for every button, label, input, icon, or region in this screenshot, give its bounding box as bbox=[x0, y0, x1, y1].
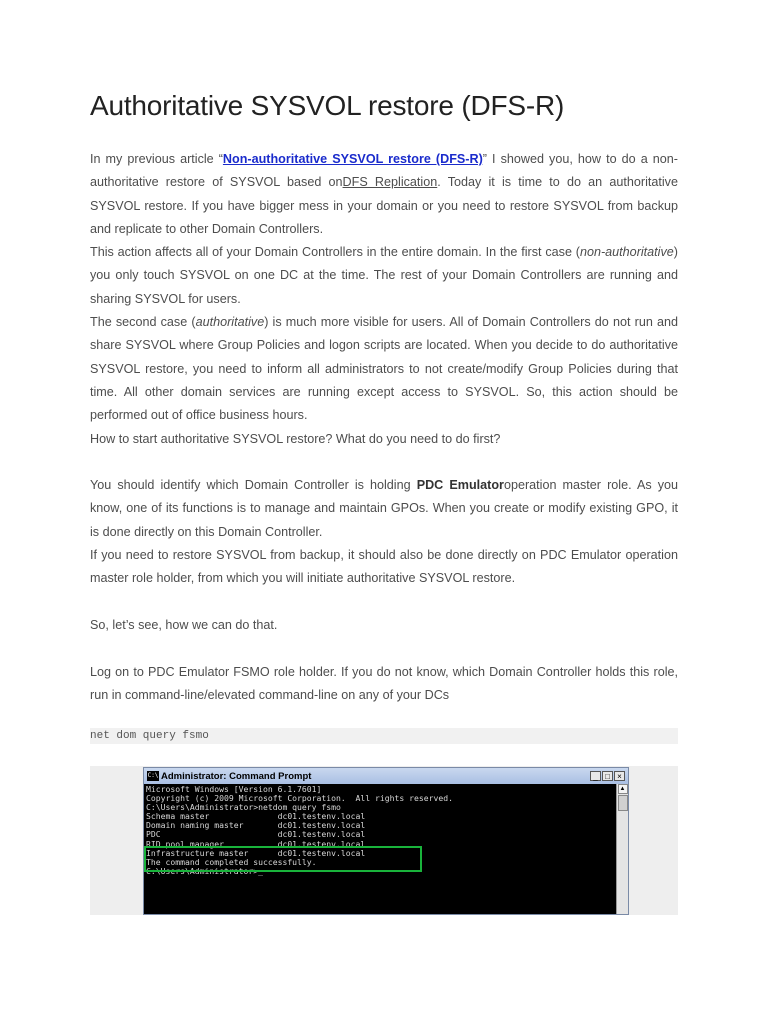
paragraph-intro bbox=[90, 148, 678, 241]
spacer bbox=[90, 451, 678, 474]
non-authoritative-article-link[interactable]: Non-authoritative SYSVOL restore (DFS-R) bbox=[222, 152, 483, 166]
spacer bbox=[90, 591, 678, 614]
window-title-bar bbox=[144, 768, 628, 784]
paragraph-first-case bbox=[90, 241, 678, 311]
cmd-icon: C:\ bbox=[147, 772, 159, 779]
console-line: Domain naming master dc01.testenv.local bbox=[146, 820, 366, 831]
window-controls bbox=[590, 771, 625, 781]
article-body bbox=[90, 148, 678, 707]
paragraph-second-case bbox=[90, 311, 678, 427]
spacer bbox=[90, 637, 678, 660]
paragraph-log-on: Log on to PDC Emulator FSMO role holder. If you do not know, which Domain Controller holds this role, run in command-line/elevated command-line on any of your DCs bbox=[90, 664, 678, 702]
console-line: Microsoft Windows [Version 6.1.7601] bbox=[146, 784, 322, 794]
scroll-up-icon: ▲ bbox=[618, 784, 628, 794]
maximize-icon: □ bbox=[602, 771, 613, 781]
page-title: Authoritative SYSVOL restore (DFS-R) bbox=[90, 90, 565, 121]
code-snippet: net dom query fsmo bbox=[90, 728, 678, 744]
window-title: Administrator: Command Prompt bbox=[161, 770, 312, 782]
non-authoritative-term: non-authoritative bbox=[579, 245, 674, 260]
intro-text-middle: ” I showed you, how to do a non-authoritative restore of SYSVOL based on bbox=[90, 152, 678, 190]
command-prompt-window bbox=[143, 767, 629, 915]
console-line: Schema master dc01.testenv.local bbox=[146, 811, 366, 822]
console-line: C:\Users\Administrator>netdom query fsmo bbox=[146, 802, 341, 813]
second-case-text-end: ) is much more visible for users. All of Domain Controllers do not run and share SYSVOL where Group Policies and logon scripts are located. When you decide to do authoritative SYSVOL restore, you need to inform all administrators to not create/modify Group Policies during that time. All other domain services are running except access to SYSVOL. So, this action should be performed out of office business hours. bbox=[90, 315, 678, 423]
console-scrollbar bbox=[616, 784, 628, 914]
console-output bbox=[144, 784, 616, 914]
dfs-replication-link[interactable]: DFS Replication bbox=[342, 175, 438, 190]
intro-text-start: In my previous article “ bbox=[90, 152, 223, 166]
pdc-text-end: operation master role. As you know, one of its functions is to manage and maintain GPOs. When you create or modify existing GPO, it is done directly on this Domain Controller. bbox=[90, 478, 679, 539]
second-case-text-start: The second case ( bbox=[90, 315, 196, 330]
pdc-emulator-term: PDC Emulator bbox=[416, 478, 504, 493]
first-case-text-end: ) you only touch SYSVOL on one DC at the time. The rest of your Domain Controllers are running and sharing SYSVOL for users. bbox=[90, 245, 678, 306]
console-line: Infrastructure master dc01.testenv.local bbox=[146, 847, 366, 858]
console-line: Copyright (c) 2009 Microsoft Corporation. All rights reserved. bbox=[146, 793, 453, 804]
paragraph-restore-backup: If you need to restore SYSVOL from backup, it should also be done directly on PDC Emulator operation master role holder, from which you will initiate authoritative SYSVOL restore. bbox=[90, 548, 678, 586]
paragraph-question: How to start authoritative SYSVOL restore? What do you need to do first? bbox=[90, 431, 501, 446]
intro-text-end: . Today it is time to do an authoritative SYSVOL restore. If you have bigger mess in your domain or you need to restore SYSVOL from backup and replicate to other Domain Controllers. bbox=[90, 175, 678, 236]
close-icon: × bbox=[614, 771, 625, 781]
authoritative-term: authoritative bbox=[195, 315, 265, 330]
paragraph-pdc-emulator bbox=[90, 474, 678, 544]
paragraph-lets-see: So, let’s see, how we can do that. bbox=[90, 617, 278, 632]
first-case-text-start: This action affects all of your Domain Controllers in the entire domain. In the first case ( bbox=[90, 245, 580, 260]
console-line: RID pool manager dc01.testenv.local bbox=[146, 838, 366, 849]
pdc-highlight-box bbox=[144, 846, 422, 872]
console-line: The command completed successfully. bbox=[146, 856, 317, 867]
screenshot-figure bbox=[90, 766, 678, 915]
scroll-thumb bbox=[618, 795, 628, 811]
pdc-text-start: You should identify which Domain Controller is holding bbox=[90, 478, 417, 493]
console-line: C:\Users\Administrator>_ bbox=[146, 865, 263, 876]
console-line: PDC dc01.testenv.local bbox=[146, 829, 366, 840]
minimize-icon: _ bbox=[590, 771, 601, 781]
